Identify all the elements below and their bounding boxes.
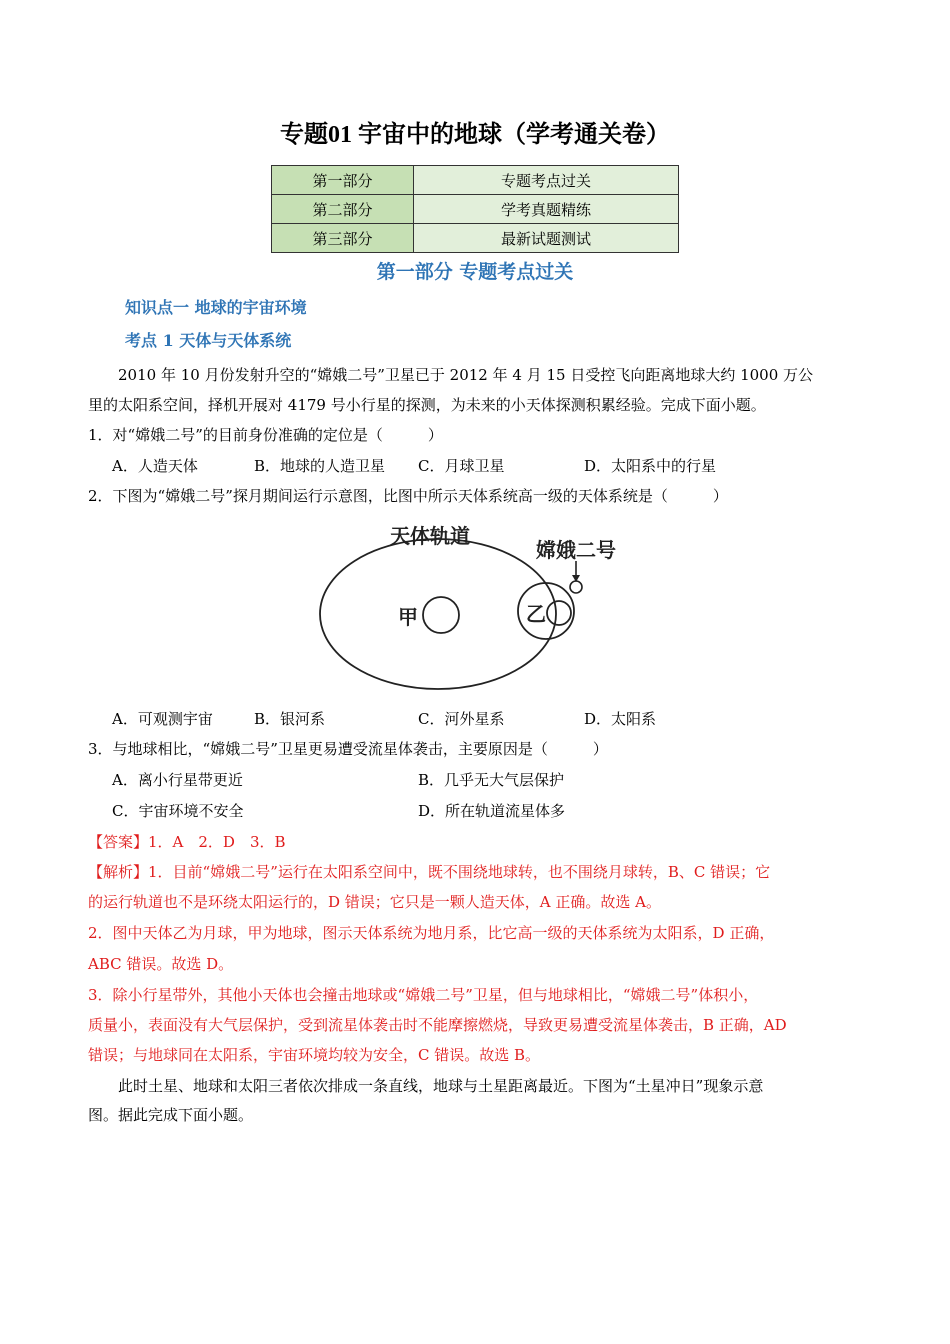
probe-circle <box>570 581 582 593</box>
knowledge-point-heading: 知识点一 地球的宇宙环境 <box>125 298 307 317</box>
q1-option-a: A．人造天体 <box>112 457 198 475</box>
intro-line: 2010 年 10 月份发射升空的“嫦娥二号”卫星已于 2012 年 4 月 15 日受控飞向距离地球大约 1000 万公 <box>118 366 814 384</box>
q3-option-a: A．离小行星带更近 <box>112 771 243 789</box>
q2-option-a: A．可观测宇宙 <box>112 710 213 728</box>
earth-label: 甲 <box>398 605 418 629</box>
moon-circle <box>547 601 571 625</box>
next-intro-line: 图。据此完成下面小题。 <box>88 1106 254 1124</box>
table-row <box>272 195 679 224</box>
contents-table <box>271 165 679 253</box>
table-row <box>272 224 679 253</box>
q3-option-c: C．宇宙环境不安全 <box>112 802 244 820</box>
part-name-cell: 学考真题精练 <box>414 195 679 224</box>
analysis-line: 2．图中天体乙为月球，甲为地球，图示天体系统为地月系，比它高一级的天体系统为太阳系，D 正确， <box>88 924 775 942</box>
part-name-cell: 最新试题测试 <box>414 224 679 253</box>
next-intro-line: 此时土星、地球和太阳三者依次排成一条直线，地球与土星距离最近。下图为“土星冲日”现象示意 <box>118 1077 764 1095</box>
q1-option-d: D．太阳系中的行星 <box>584 457 717 475</box>
q2-option-b: B．银河系 <box>254 710 326 728</box>
section-title: 第一部分 专题考点过关 <box>376 261 574 283</box>
orbit-label: 天体轨道 <box>390 524 470 548</box>
exam-point-heading: 考点 1 天体与天体系统 <box>125 331 292 350</box>
answer-line: 【答案】1．A 2．D 3．B <box>88 833 286 851</box>
question-2-stem: 2．下图为“嫦娥二号”探月期间运行示意图，比图中所示天体系统高一级的天体系统是（ ） <box>88 487 728 505</box>
part-cell: 第一部分 <box>272 166 414 195</box>
page-title: 专题01 宇宙中的地球（学考通关卷） <box>280 122 670 148</box>
analysis-line: 3．除小行星带外，其他小天体也会撞击地球或“嫦娥二号”卫星，但与地球相比，“嫦娥二号”体积小， <box>88 986 759 1004</box>
analysis-line: 质量小，表面没有大气层保护，受到流星体袭击时不能摩擦燃烧，导致更易遭受流星体袭击，B 正确，AD <box>88 1016 787 1034</box>
analysis-line: 错误；与地球同在太阳系，宇宙环境均较为安全，C 错误。故选 B。 <box>88 1046 541 1064</box>
probe-label: 嫦娥二号 <box>536 538 616 562</box>
table-row <box>272 166 679 195</box>
part-name-cell: 专题考点过关 <box>414 166 679 195</box>
q2-option-d: D．太阳系 <box>584 710 657 728</box>
analysis-line: 的运行轨道也不是环绕太阳运行的，D 错误；它只是一颗人造天体，A 正确。故选 A。 <box>88 893 661 911</box>
q1-option-b: B．地球的人造卫星 <box>254 457 386 475</box>
orbit-diagram <box>310 517 630 692</box>
analysis-line: 【解析】1．目前“嫦娥二号”运行在太阳系空间中，既不围绕地球转，也不围绕月球转，B、C 错误；它 <box>88 863 771 881</box>
analysis-line: ABC 错误。故选 D。 <box>88 955 234 973</box>
q3-option-b: B．几乎无大气层保护 <box>418 771 565 789</box>
orbit-ellipse <box>320 539 556 689</box>
earth-circle <box>423 597 459 633</box>
part-cell: 第二部分 <box>272 195 414 224</box>
question-3-stem: 3．与地球相比，“嫦娥二号”卫星更易遭受流星体袭击，主要原因是（ ） <box>88 740 608 758</box>
question-1-stem: 1．对“嫦娥二号”的目前身份准确的定位是（ ） <box>88 426 443 444</box>
moon-label: 乙 <box>526 602 546 626</box>
q1-option-c: C．月球卫星 <box>418 457 505 475</box>
q2-option-c: C．河外星系 <box>418 710 505 728</box>
part-cell: 第三部分 <box>272 224 414 253</box>
q3-option-d: D．所在轨道流星体多 <box>418 802 566 820</box>
intro-line: 里的太阳系空间，择机开展对 4179 号小行星的探测，为未来的小天体探测积累经验。完成下面小题。 <box>88 396 766 414</box>
